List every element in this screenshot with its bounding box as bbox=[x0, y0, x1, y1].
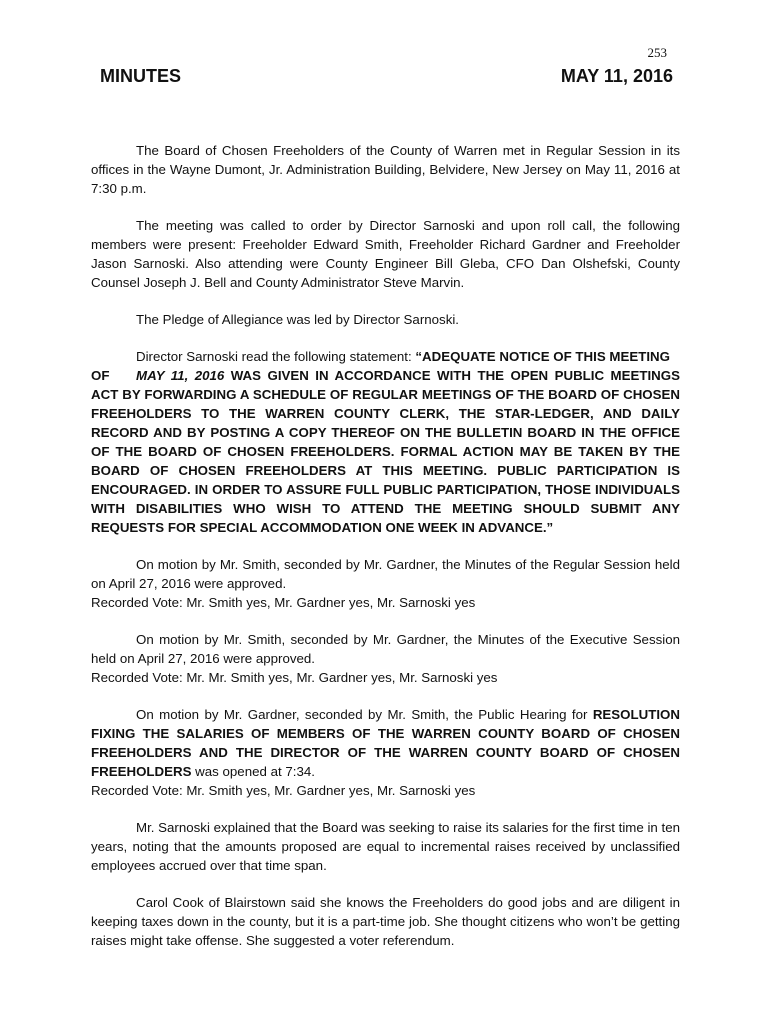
notice-date: MAY 11, 2016 bbox=[136, 368, 225, 383]
motion-text: On motion by Mr. Smith, seconded by Mr. Gardner, the Minutes of the Executive Session held on April 27, 2016 were approved. bbox=[91, 632, 680, 666]
recorded-vote: Recorded Vote: Mr. Smith yes, Mr. Gardner yes, Mr. Sarnoski yes bbox=[91, 595, 476, 610]
notice-body bbox=[91, 366, 680, 537]
notice-lead-line bbox=[91, 347, 680, 366]
motion-tail: was opened at 7:34. bbox=[191, 764, 315, 779]
executive-minutes-motion bbox=[91, 630, 680, 687]
meeting-date: MAY 11, 2016 bbox=[560, 66, 673, 86]
public-comment-paragraph: Carol Cook of Blairstown said she knows the Freeholders do good jobs and are diligent in keeping taxes down in the county, but it is a part-time job. She thought citizens who won’t be getting raises might take offense. She suggested a voter referendum. bbox=[91, 895, 680, 948]
minutes-body bbox=[91, 141, 680, 968]
resolution-title: RESOLUTION FIXING THE SALARIES OF MEMBERS OF THE WARREN COUNTY BOARD OF CHOSEN FREEHOLDERS AND THE DIRECTOR OF THE WARREN COUNTY BOARD OF CHOSEN FREEHOLDERS bbox=[91, 707, 680, 779]
notice-lead-text: Director Sarnoski read the following statement: bbox=[136, 349, 416, 364]
motion-lead: On motion by Mr. Gardner, seconded by Mr. Smith, the Public Hearing for bbox=[136, 707, 593, 722]
session-intro-paragraph: The Board of Chosen Freeholders of the County of Warren met in Regular Session in its offices in the Wayne Dumont, Jr. Administration Building, Belvidere, New Jersey on May 11, 2016 at 7:30 p.m. bbox=[91, 143, 680, 196]
motion-text bbox=[91, 705, 680, 781]
page-number: 253 bbox=[647, 45, 667, 60]
pledge-paragraph: The Pledge of Allegiance was led by Director Sarnoski. bbox=[136, 312, 459, 327]
public-notice-statement bbox=[91, 347, 680, 537]
public-hearing-motion bbox=[91, 705, 680, 800]
motion-text: On motion by Mr. Smith, seconded by Mr. Gardner, the Minutes of the Regular Session held on April 27, 2016 were approved. bbox=[91, 557, 680, 591]
document-title: MINUTES bbox=[100, 66, 181, 86]
salary-explanation-paragraph: Mr. Sarnoski explained that the Board was seeking to raise its salaries for the first time in ten years, noting that the amounts proposed are equal to incremental raises received by unclassified employees accrued over that time span. bbox=[91, 820, 680, 873]
notice-bold-body: WAS GIVEN IN ACCORDANCE WITH THE OPEN PUBLIC MEETINGS ACT BY FORWARDING A SCHEDULE OF REGULAR MEETINGS OF THE BOARD OF CHOSEN FREEHOLDERS TO THE WARREN COUNTY CLERK, THE STAR-LEDGER, AND DAILY RECORD AND BY POSTING A COPY THEREOF ON THE BULLETIN BOARD IN THE OFFICE OF THE BOARD OF CHOSEN FREEHOLDERS. FORMAL ACTION MAY BE TAKEN BY THE BOARD OF CHOSEN FREEHOLDERS AT THIS MEETING. PUBLIC PARTICIPATION IS ENCOURAGED. IN ORDER TO ASSURE FULL PUBLIC PARTICIPATION, THOSE INDIVIDUALS WITH DISABILITIES WHO WISH TO ATTEND THE MEETING SHOULD SUBMIT ANY REQUESTS FOR SPECIAL ACCOMMODATION ONE WEEK IN ADVANCE.” bbox=[91, 368, 680, 535]
recorded-vote: Recorded Vote: Mr. Mr. Smith yes, Mr. Gardner yes, Mr. Sarnoski yes bbox=[91, 670, 498, 685]
notice-bold-opening: “ADEQUATE NOTICE OF THIS MEETING bbox=[415, 349, 670, 364]
recorded-vote: Recorded Vote: Mr. Smith yes, Mr. Gardner yes, Mr. Sarnoski yes bbox=[91, 783, 476, 798]
roll-call-paragraph: The meeting was called to order by Director Sarnoski and upon roll call, the following members were present: Freeholder Edward Smith, Freeholder Richard Gardner and Freeholder Jason Sarnoski. Also attending were County Engineer Bill Gleba, CFO Dan Olshefski, County Counsel Joseph J. Bell and County Administrator Steve Marvin. bbox=[91, 218, 680, 290]
notice-of-word: OF bbox=[91, 368, 110, 383]
regular-minutes-motion bbox=[91, 555, 680, 612]
